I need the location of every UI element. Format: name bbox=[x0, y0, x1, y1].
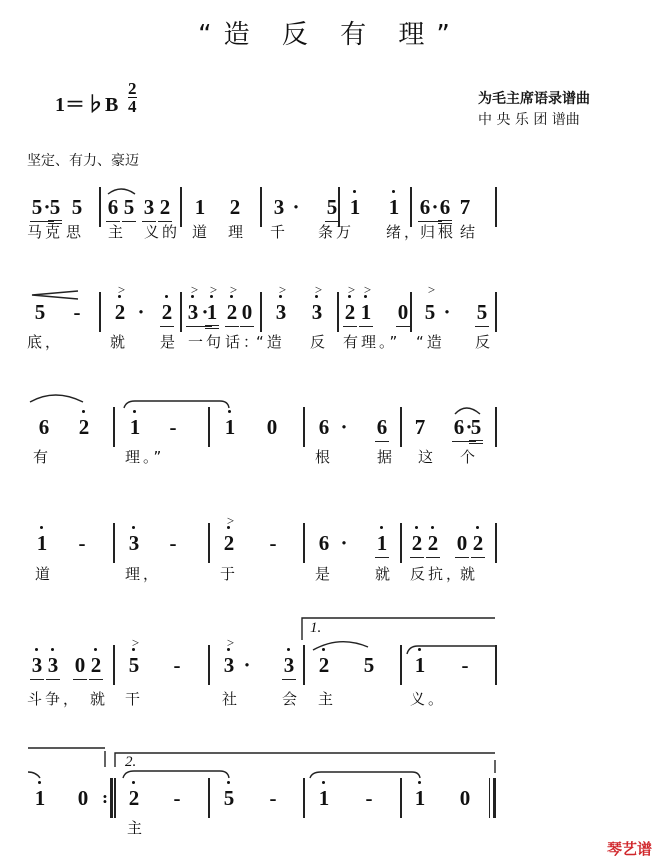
dash-extension: - bbox=[461, 653, 469, 677]
note: 3 > bbox=[310, 300, 324, 324]
lyric: “造 bbox=[416, 333, 445, 351]
accent-mark: > bbox=[363, 282, 371, 297]
lyric: “造 bbox=[256, 333, 285, 351]
watermark-logo: 琴艺谱 bbox=[606, 840, 652, 858]
note: 5 > bbox=[423, 300, 437, 324]
note: 1 > bbox=[359, 300, 373, 327]
note: 5 bbox=[363, 653, 375, 677]
lyric: 马克 bbox=[27, 223, 64, 241]
augmentation-dot: · bbox=[462, 415, 476, 442]
note: 0 bbox=[77, 786, 89, 810]
barline bbox=[495, 407, 497, 447]
accent-mark: > bbox=[131, 635, 139, 650]
dash-extension: - bbox=[365, 786, 373, 810]
lyric: 于 bbox=[220, 565, 239, 583]
lyric: 主 bbox=[108, 223, 127, 241]
barline bbox=[208, 645, 210, 685]
lyric: 道 bbox=[192, 223, 211, 241]
note: 1 bbox=[128, 415, 142, 439]
dash-extension: - bbox=[173, 786, 181, 810]
volta-1-label: 1. bbox=[310, 620, 322, 636]
lyric: 理， bbox=[125, 565, 162, 583]
lyric: 这 bbox=[418, 448, 437, 466]
lyric: 义。 bbox=[410, 690, 447, 708]
augmentation-dot: · bbox=[243, 653, 251, 677]
note: 6 bbox=[438, 195, 452, 224]
accent-mark: > bbox=[229, 282, 237, 297]
dash-extension: - bbox=[78, 531, 86, 555]
note: 2 > bbox=[225, 300, 239, 327]
barline bbox=[303, 778, 305, 818]
note: 5 bbox=[222, 786, 236, 810]
barline bbox=[113, 645, 115, 685]
note: 5 bbox=[122, 195, 136, 222]
lyric: 反 bbox=[475, 333, 494, 351]
dash-extension: - bbox=[269, 531, 277, 555]
lyric: 义的 bbox=[144, 223, 181, 241]
note: 2 > bbox=[343, 300, 357, 327]
song-title: “造 反 有 理” bbox=[198, 20, 462, 50]
lyric: 就 bbox=[460, 565, 479, 583]
augmentation-dot: · bbox=[40, 195, 54, 222]
barline bbox=[113, 523, 115, 563]
note: 2 bbox=[127, 786, 141, 810]
repeat-dots: : bbox=[102, 788, 108, 807]
octave-dot bbox=[132, 526, 135, 529]
lyric: 结 bbox=[460, 223, 479, 241]
barline bbox=[99, 187, 101, 227]
note: 6 bbox=[418, 195, 432, 222]
barline bbox=[303, 407, 305, 447]
octave-dot bbox=[133, 410, 136, 413]
octave-dot bbox=[51, 648, 54, 651]
time-signature-bottom: 4 bbox=[128, 97, 137, 116]
lyric: 有理。” bbox=[343, 333, 401, 351]
note: 0 bbox=[459, 786, 471, 810]
accent-mark: > bbox=[278, 282, 286, 297]
dash-extension: - bbox=[169, 415, 177, 439]
note: 1 bbox=[413, 653, 427, 677]
lyric: 思 bbox=[66, 223, 85, 241]
note: 1 bbox=[413, 786, 427, 810]
note: 2 bbox=[160, 300, 174, 327]
augmentation-dot: · bbox=[292, 195, 300, 219]
lyric: 一句 bbox=[188, 333, 225, 351]
note: 1 bbox=[33, 786, 47, 810]
accent-mark: > bbox=[226, 635, 234, 650]
octave-dot bbox=[165, 295, 168, 298]
note: 2 > bbox=[113, 300, 127, 324]
tempo-marking: 坚定、有力、豪迈 bbox=[27, 153, 139, 169]
slur bbox=[455, 408, 480, 414]
lyric: 是 bbox=[315, 565, 334, 583]
time-signature-top: 2 bbox=[128, 79, 137, 98]
slur bbox=[30, 395, 83, 402]
note: 1 bbox=[317, 786, 331, 810]
lyric: 反 bbox=[310, 333, 329, 351]
barline bbox=[400, 645, 402, 685]
lyric: 斗争， bbox=[27, 690, 82, 708]
octave-dot bbox=[415, 526, 418, 529]
crescendo-hairpin bbox=[32, 291, 78, 299]
octave-dot bbox=[38, 781, 41, 784]
note: 2 bbox=[89, 653, 103, 680]
note: 2 bbox=[158, 195, 172, 222]
octave-dot bbox=[392, 190, 395, 193]
note: 2 bbox=[471, 531, 485, 558]
lyric: 就 bbox=[375, 565, 394, 583]
barline bbox=[208, 407, 210, 447]
lyric: 干 bbox=[125, 690, 144, 708]
note: 3 bbox=[282, 653, 296, 680]
note: 5 bbox=[71, 195, 83, 219]
octave-dot bbox=[476, 526, 479, 529]
lyric: 理 bbox=[228, 223, 247, 241]
note: 2 bbox=[410, 531, 424, 558]
octave-dot bbox=[418, 648, 421, 651]
volta-2-bracket bbox=[115, 753, 495, 773]
note: 3 bbox=[142, 195, 156, 222]
note: 3 bbox=[127, 531, 141, 555]
lyric: 会 bbox=[282, 690, 301, 708]
octave-dot bbox=[227, 781, 230, 784]
note: 0 bbox=[455, 531, 469, 558]
lyric: 就 bbox=[90, 690, 109, 708]
lyric: 底， bbox=[27, 333, 64, 351]
barline bbox=[495, 645, 497, 685]
note: 1 bbox=[387, 195, 401, 219]
octave-dot bbox=[94, 648, 97, 651]
barline bbox=[113, 407, 115, 447]
note: 1 bbox=[375, 531, 389, 558]
octave-dot bbox=[380, 526, 383, 529]
note: 5 bbox=[34, 300, 46, 324]
slur bbox=[108, 189, 135, 194]
repeat-end-barline bbox=[110, 778, 113, 818]
note: 3 > bbox=[274, 300, 288, 324]
barline bbox=[495, 292, 497, 332]
augmentation-dot: · bbox=[428, 195, 442, 222]
note: 2 bbox=[229, 195, 241, 219]
augmentation-dot: · bbox=[137, 300, 145, 324]
dash-extension: - bbox=[173, 653, 181, 677]
note: 1 > bbox=[205, 300, 219, 329]
lyric: 据 bbox=[377, 448, 396, 466]
octave-dot bbox=[322, 648, 325, 651]
note: 6 bbox=[106, 195, 120, 222]
lyric: 是 bbox=[160, 333, 179, 351]
note: 3 bbox=[46, 653, 60, 680]
lyric: 道 bbox=[35, 565, 54, 583]
barline bbox=[208, 523, 210, 563]
barline bbox=[180, 292, 182, 332]
barline bbox=[99, 292, 101, 332]
lyric: 社 bbox=[222, 690, 241, 708]
octave-dot bbox=[418, 781, 421, 784]
note: 3 > bbox=[222, 653, 236, 677]
note: 6 bbox=[452, 415, 466, 442]
note: 5 bbox=[30, 195, 44, 222]
barline bbox=[495, 523, 497, 563]
barline bbox=[260, 187, 262, 227]
note: 5 bbox=[325, 195, 339, 222]
augmentation-dot: · bbox=[198, 300, 212, 327]
note: 3 bbox=[30, 653, 44, 680]
accent-mark: > bbox=[226, 513, 234, 528]
note: 0 bbox=[240, 300, 254, 327]
barline bbox=[303, 523, 305, 563]
accent-mark: > bbox=[209, 282, 217, 297]
note: 5 bbox=[469, 415, 483, 444]
augmentation-dot: · bbox=[340, 531, 348, 555]
octave-dot bbox=[431, 526, 434, 529]
key-signature: 1＝♭B bbox=[55, 94, 119, 116]
octave-dot bbox=[287, 648, 290, 651]
dash-extension: - bbox=[73, 300, 81, 324]
lyric: 千 bbox=[270, 223, 289, 241]
note: 5 bbox=[475, 300, 489, 327]
note: 5 bbox=[48, 195, 62, 224]
volta-1-bracket bbox=[302, 618, 495, 640]
note: 2 > bbox=[222, 531, 236, 555]
dash-extension: - bbox=[269, 786, 277, 810]
accent-mark: > bbox=[190, 282, 198, 297]
barline bbox=[400, 778, 402, 818]
lyric: 话： bbox=[225, 333, 262, 351]
barline bbox=[410, 292, 412, 332]
tie bbox=[310, 772, 420, 778]
credit-lyrics-source: 为毛主席语录谱曲 bbox=[478, 91, 590, 107]
final-barline bbox=[489, 778, 496, 818]
barline bbox=[400, 407, 402, 447]
barline bbox=[180, 187, 182, 227]
barline bbox=[208, 778, 210, 818]
lyric: 条万 bbox=[318, 223, 355, 241]
note: 7 bbox=[459, 195, 471, 219]
barline bbox=[260, 292, 262, 332]
lyric: 主 bbox=[127, 819, 146, 837]
note: 7 bbox=[414, 415, 426, 439]
lyric: 有 bbox=[33, 448, 52, 466]
note: 6 bbox=[318, 415, 330, 439]
note: 6 bbox=[38, 415, 50, 439]
barline bbox=[495, 187, 497, 227]
lyric: 绪， bbox=[386, 223, 423, 241]
octave-dot bbox=[40, 526, 43, 529]
octave-dot bbox=[322, 781, 325, 784]
tie-end bbox=[28, 772, 40, 778]
lyric: 主 bbox=[318, 690, 337, 708]
accent-mark: > bbox=[347, 282, 355, 297]
lyric: 反抗， bbox=[410, 565, 465, 583]
note: 1 bbox=[348, 195, 362, 219]
tie bbox=[123, 771, 229, 778]
note: 6 bbox=[375, 415, 389, 442]
note: 3 bbox=[273, 195, 285, 219]
lyric: 就 bbox=[110, 333, 129, 351]
note: 3 > bbox=[186, 300, 200, 327]
octave-dot bbox=[82, 410, 85, 413]
lyric: 归根 bbox=[420, 223, 457, 241]
volta-1-continuation bbox=[28, 748, 105, 767]
octave-dot bbox=[35, 648, 38, 651]
accent-mark: > bbox=[117, 282, 125, 297]
volta-2-label: 2. bbox=[125, 754, 137, 770]
note: 1 bbox=[194, 195, 206, 219]
accent-mark: > bbox=[314, 282, 322, 297]
note: 0 bbox=[396, 300, 410, 327]
barline bbox=[400, 523, 402, 563]
barline bbox=[337, 292, 339, 332]
note: 1 bbox=[223, 415, 237, 439]
accent-mark: > bbox=[427, 282, 435, 297]
barline bbox=[303, 645, 305, 685]
octave-dot bbox=[353, 190, 356, 193]
note: 2 bbox=[426, 531, 440, 558]
tie bbox=[124, 401, 229, 408]
lyric: 根 bbox=[315, 448, 334, 466]
barline bbox=[114, 778, 116, 818]
note: 0 bbox=[73, 653, 87, 680]
augmentation-dot: · bbox=[443, 300, 451, 324]
note: 1 bbox=[35, 531, 49, 555]
note: 0 bbox=[266, 415, 278, 439]
augmentation-dot: · bbox=[340, 415, 348, 439]
credit-composer: 中 央 乐 团 谱曲 bbox=[478, 112, 580, 128]
octave-dot bbox=[132, 781, 135, 784]
note: 6 bbox=[318, 531, 330, 555]
lyric: 理。” bbox=[125, 448, 165, 466]
note: 5 > bbox=[127, 653, 141, 677]
lyric: 个 bbox=[460, 448, 479, 466]
octave-dot bbox=[228, 410, 231, 413]
note: 2 bbox=[77, 415, 91, 439]
dash-extension: - bbox=[169, 531, 177, 555]
note: 2 bbox=[317, 653, 331, 677]
